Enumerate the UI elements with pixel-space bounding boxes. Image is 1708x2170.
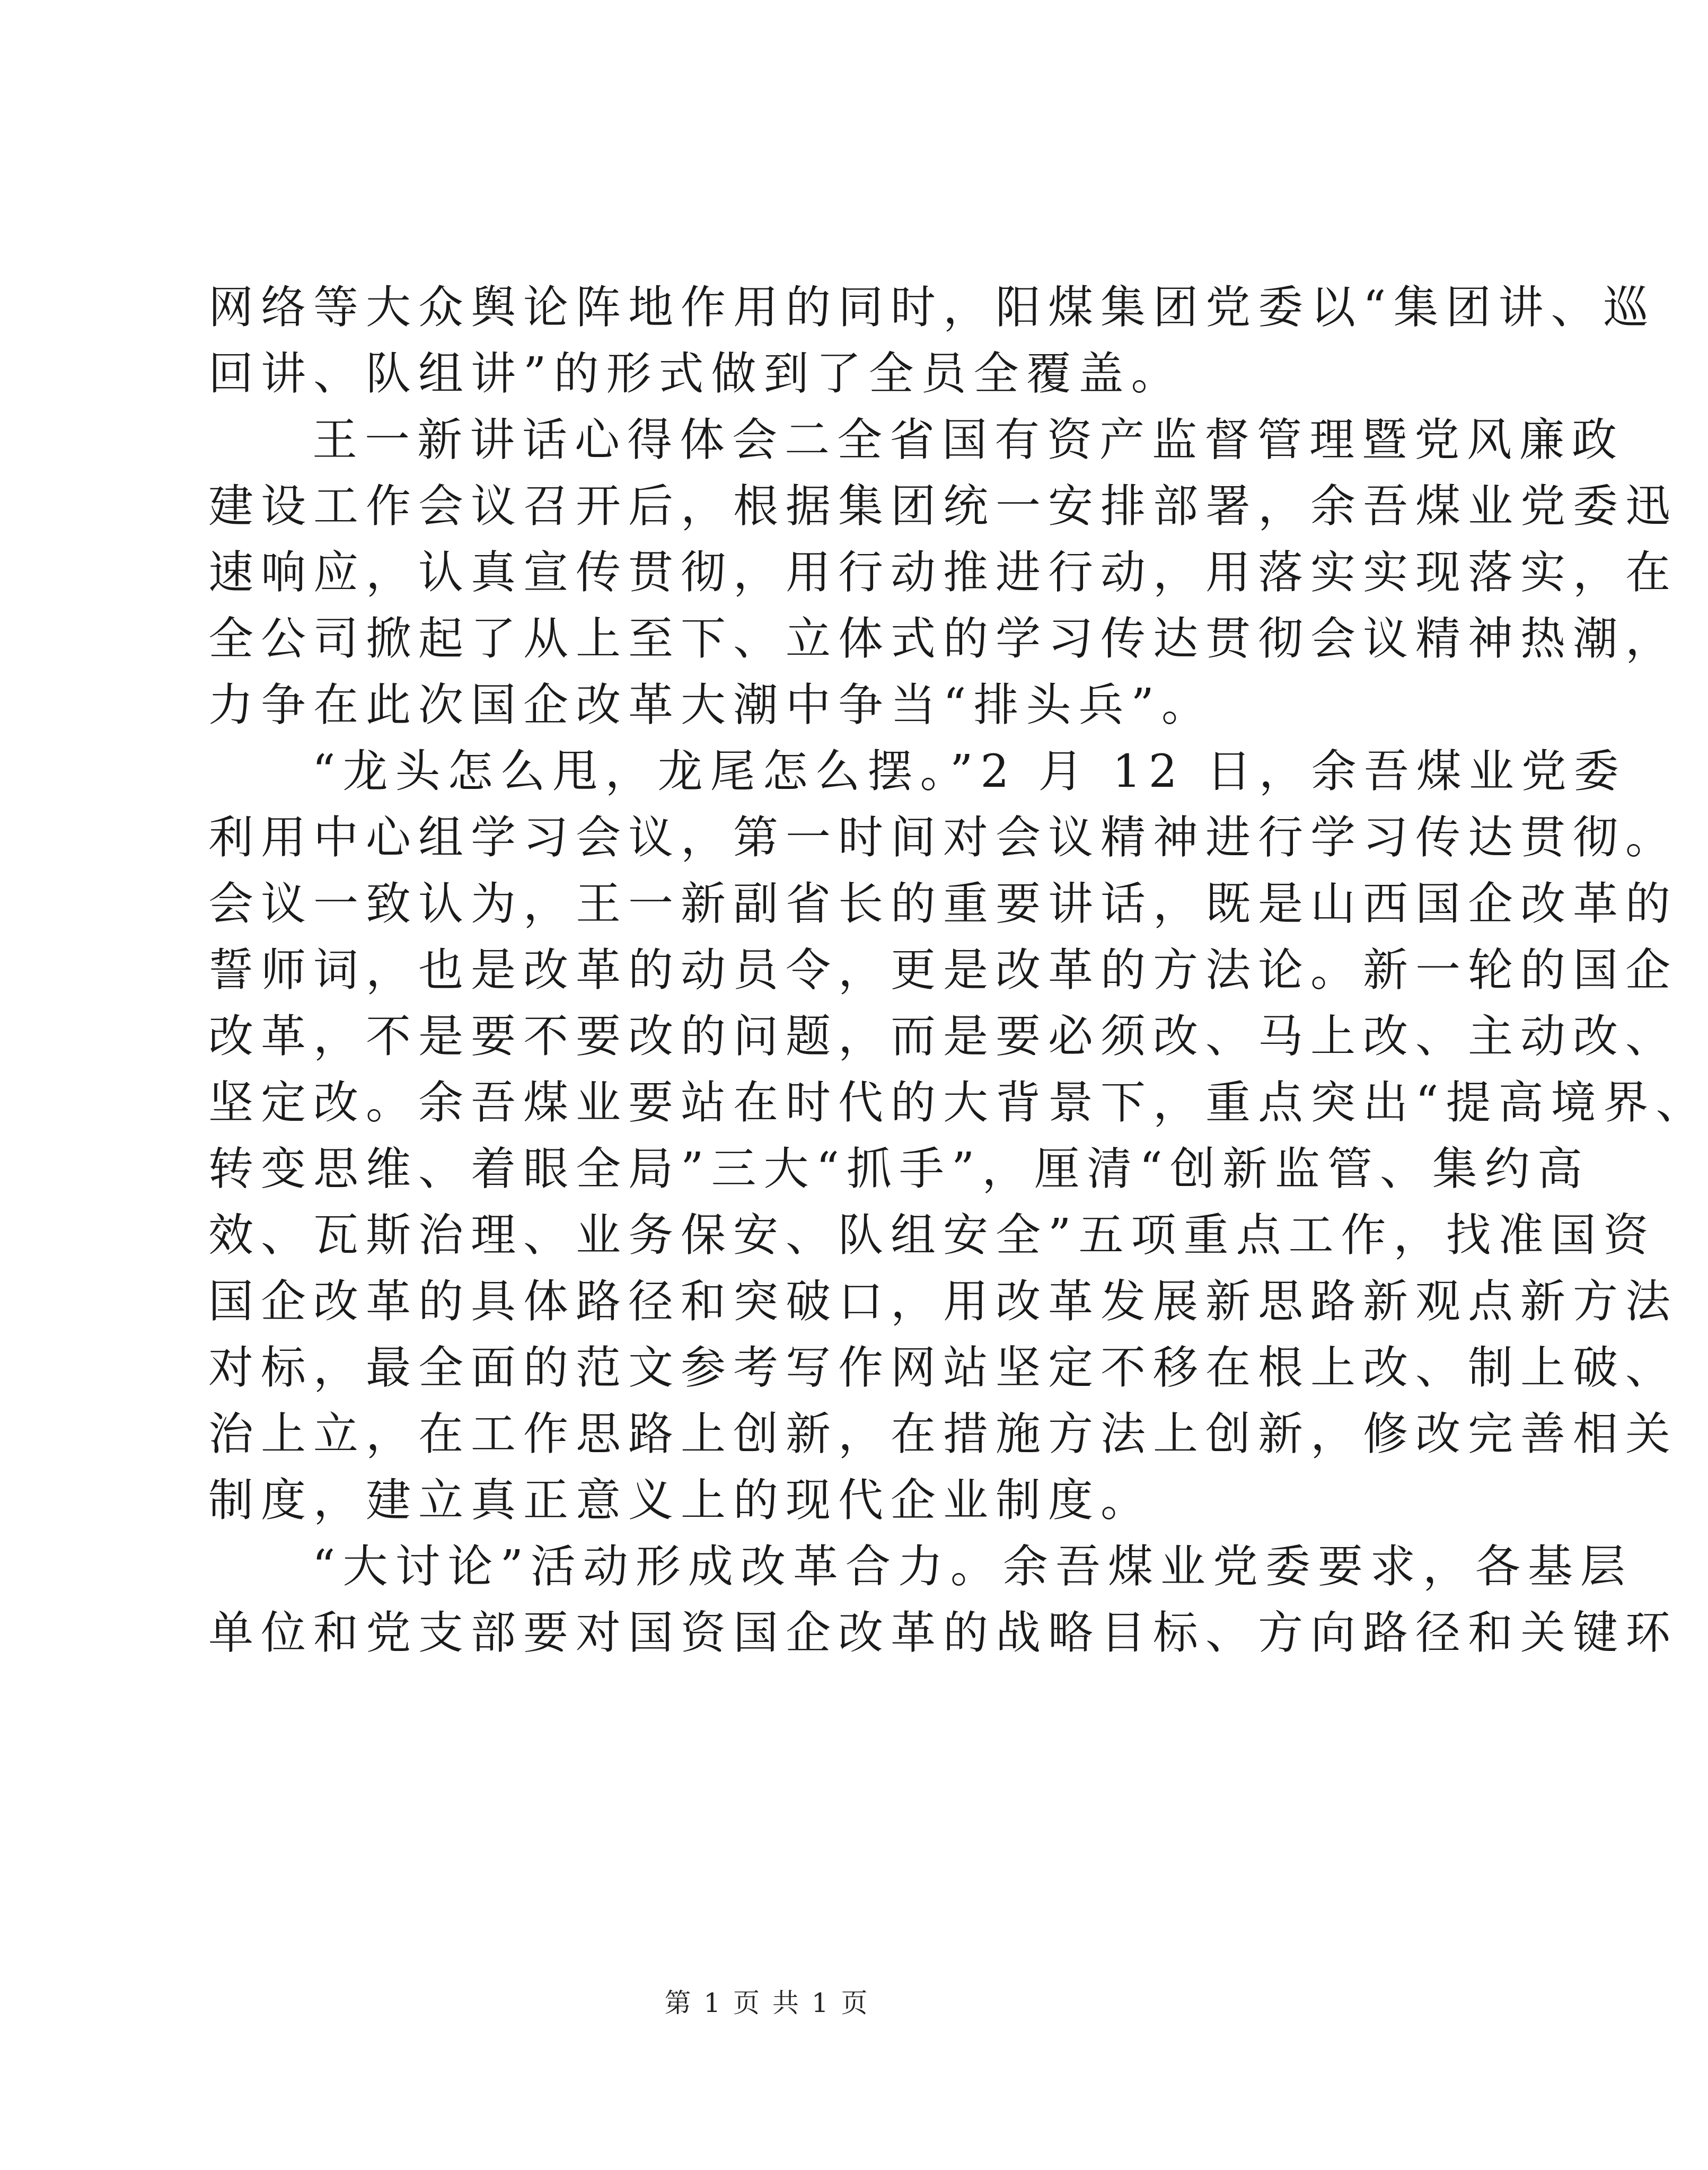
text-line: 效、瓦斯治理、业务保安、队组安全”五项重点工作，找准国资 xyxy=(208,1209,1656,1262)
text-line: 制度，建立真正意义上的现代企业制度。 xyxy=(208,1474,1154,1527)
page-footer xyxy=(0,1982,1534,2020)
text-line: 全公司掀起了从上至下、立体式的学习传达贯彻会议精神热潮， xyxy=(208,613,1678,665)
text-line: 转变思维、着眼全局”三大“抓手”，厘清“创新监管、集约高 xyxy=(208,1143,1590,1196)
text-line: 建设工作会议召开后，根据集团统一安排部署，余吾煤业党委迅 xyxy=(208,480,1678,533)
text-line: 利用中心组学习会议，第一时间对会议精神进行学习传达贯彻。 xyxy=(208,812,1678,864)
text-line: “龙头怎么甩，龙尾怎么摆。”2 月 12 日，余吾煤业党委 xyxy=(312,745,1626,798)
text-line: 单位和党支部要对国资国企改革的战略目标、方向路径和关键环 xyxy=(208,1607,1678,1659)
text-line: 改革，不是要不要改的问题，而是要必须改、马上改、主动改、 xyxy=(208,1011,1678,1063)
text-line: 国企改革的具体路径和突破口，用改革发展新思路新观点新方法 xyxy=(208,1276,1678,1328)
body-text xyxy=(208,275,1708,1666)
text-line: 对标，最全面的范文参考写作网站坚定不移在根上改、制上破、 xyxy=(208,1342,1678,1394)
text-line: “大讨论”活动形成改革合力。余吾煤业党委要求，各基层 xyxy=(312,1541,1633,1593)
text-line: 会议一致认为，王一新副省长的重要讲话，既是山西国企改革的 xyxy=(208,878,1678,930)
text-line: 坚定改。余吾煤业要站在时代的大背景下，重点突出“提高境界、 xyxy=(208,1077,1708,1129)
text-line: 速响应，认真宣传贯彻，用行动推进行动，用落实实现落实，在 xyxy=(208,547,1678,599)
text-line: 王一新讲话心得体会二全省国有资产监督管理暨党风廉政 xyxy=(312,414,1625,467)
text-line: 治上立，在工作思路上创新，在措施方法上创新，修改完善相关 xyxy=(208,1408,1678,1461)
text-line: 回讲、队组讲”的形式做到了全员全覆盖。 xyxy=(208,348,1184,400)
text-line: 力争在此次国企改革大潮中争当“排头兵”。 xyxy=(208,679,1214,732)
text-line: 网络等大众舆论阵地作用的同时，阳煤集团党委以“集团讲、巡 xyxy=(208,282,1656,334)
page-number-label: 第 1 页 共 1 页 xyxy=(664,1988,870,2018)
text-line: 誓师词，也是改革的动员令，更是改革的方法论。新一轮的国企 xyxy=(208,944,1678,997)
